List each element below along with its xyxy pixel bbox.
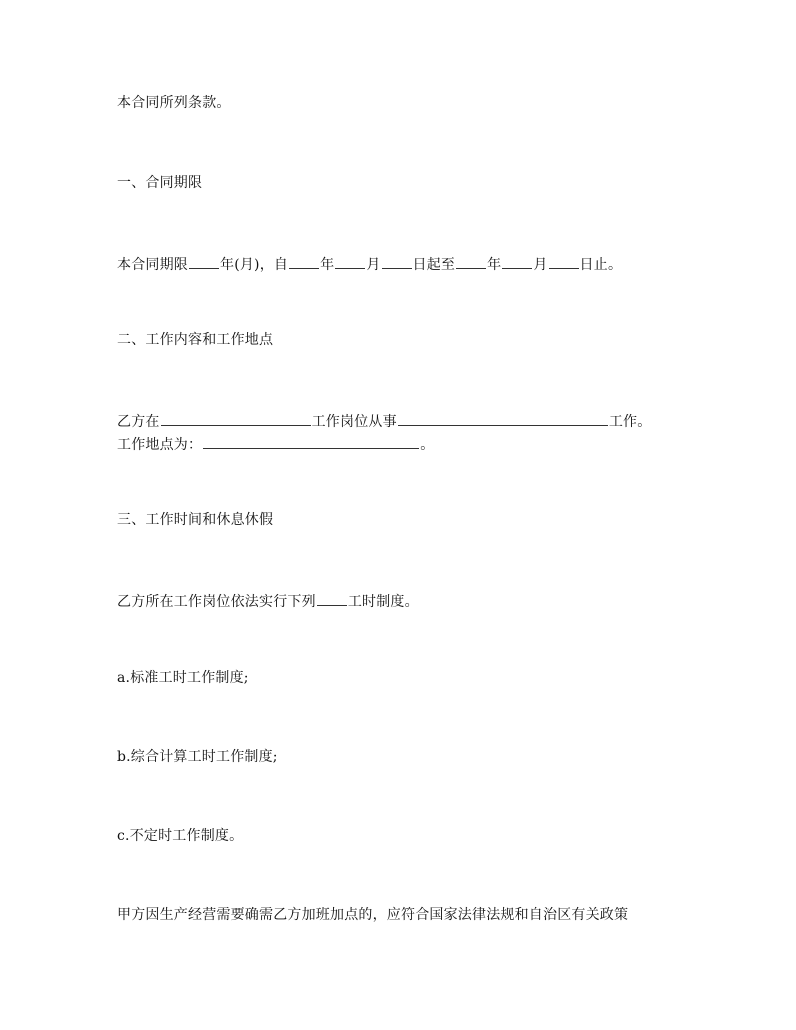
blank-term-length[interactable] [189, 252, 219, 269]
option-flexible-hours: c.不定时工作制度。 [117, 828, 244, 844]
section-heading-working-hours: 三、工作时间和休息休假 [117, 512, 274, 528]
blank-start-month[interactable] [335, 252, 365, 269]
term-text-6: 年 [487, 257, 502, 273]
term-text-1: 本合同期限 [117, 257, 188, 273]
blank-start-day[interactable] [382, 252, 412, 269]
term-text-3: 年 [320, 257, 335, 273]
term-text-2: 年(月)，自 [220, 257, 289, 273]
work-text-5: 。 [420, 437, 435, 453]
blank-end-year[interactable] [456, 252, 486, 269]
blank-end-month[interactable] [502, 252, 532, 269]
option-standard-hours: a.标准工时工作制度; [117, 670, 249, 686]
blank-end-day[interactable] [549, 252, 579, 269]
hours-text-1: 乙方所在工作岗位依法实行下列 [117, 594, 316, 610]
work-text-3: 工作。 [608, 414, 652, 430]
term-text-5: 日起至 [412, 257, 456, 273]
term-text-8: 日止。 [579, 257, 623, 273]
blank-start-year[interactable] [289, 252, 319, 269]
blank-work-location[interactable] [203, 432, 419, 449]
blank-department[interactable] [161, 409, 311, 426]
paragraph-work-position [117, 409, 651, 433]
paragraph-overtime: 甲方因生产经营需要确需乙方加班加点的，应符合国家法律法规和自治区有关政策 [117, 907, 629, 923]
hours-text-2: 工时制度。 [347, 594, 419, 610]
blank-hours-system[interactable] [317, 589, 347, 606]
paragraph-contract-term [117, 252, 622, 276]
paragraph-hours-system [117, 589, 419, 613]
term-text-4: 月 [366, 257, 381, 273]
section-heading-work-content: 二、工作内容和工作地点 [117, 332, 274, 348]
paragraph-work-location [117, 432, 434, 456]
blank-job-duty[interactable] [398, 409, 608, 426]
paragraph-clause-intro: 本合同所列条款。 [117, 95, 231, 111]
work-text-1: 乙方在 [117, 414, 160, 430]
term-text-7: 月 [533, 257, 548, 273]
work-text-2: 工作岗位从事 [311, 414, 397, 430]
work-text-4: 工作地点为： [117, 437, 203, 453]
section-heading-contract-term: 一、合同期限 [117, 175, 203, 191]
option-comprehensive-hours: b.综合计算工时工作制度; [117, 749, 278, 765]
